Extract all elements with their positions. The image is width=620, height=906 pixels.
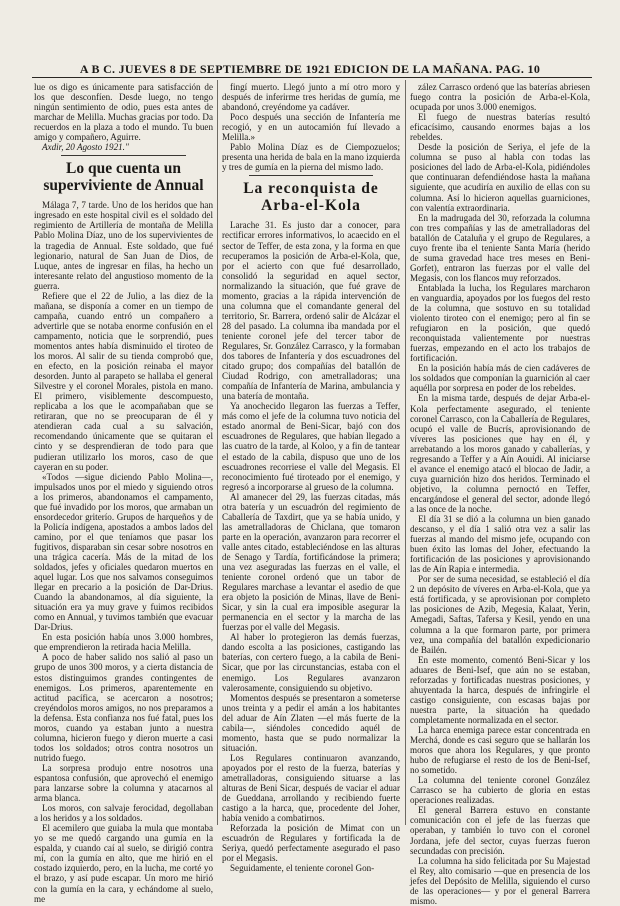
paragraph: La columna del teniente coronel González Carrasco se ha cubierto de gloria en estas operaciones realizadas. bbox=[410, 775, 590, 806]
paragraph: En la misma tarde, después de dejar Arba-el-Kola perfectamente asegurado, el teniente coronel Carrasco, con la Caballería de Regulares, ocupó el valle de Bucrís, aprovisionando de víveres las posiciones que hay en él, y arrebatando a los moros ganado y caballerías, y regresando a Teffer y a Aín Aouidi. Al iniciarse el avance el enemigo atacó el blocao de Jadir, a cuya guarnición hizo dos heridos. Terminado el objetivo, la columna pernoctó en Teffer, encargándose el general del sector, adonde llegó a las once de la noche. bbox=[410, 393, 590, 514]
paragraph: Reforzada la posición de Mimat con un escuadrón de Regulares y fortificada la de Seriya, quedó perfectamente asegurado el paso por el Megasis. bbox=[222, 823, 400, 864]
paragraph: La sorpresa produjo entre nosotros una espantosa confusión, que aprovechó el enemigo para lanzarse sobre la columna y atacarnos al arma blanca. bbox=[34, 762, 213, 804]
paragraph: En esta posición había unos 3.000 hombres, que emprendieron la retirada hacia Melilla. bbox=[34, 632, 213, 653]
paragraph: En la madrugada del 30, reforzada la columna con tres compañías y las de ametralladoras del batallón de Cataluña y el grupo de Regulares, a cuyo frente iba el teniente Santa María (herido de suma gravedad hace tres meses en Beni-Gorfet), entraron las fuerzas por el valle del Megasis, con los flancos muy reforzados. bbox=[410, 212, 590, 283]
paragraph: Ya anochecido llegaron las fuerzas a Teffer, más como el jefe de la columna tuvo noticia del estado anormal de Beni-Sicar, bajó con dos escuadrones de Regulares, que habían llegado a las cuatro de la tarde, al Koloo, y a fin de tantear el estado de la cabila, dispuso que uno de los escuadrones recorriese el valle del Megasis. El reconocimiento fué tiroteado por el enemigo, y regresó a incorporarse al grueso de la columna. bbox=[222, 401, 400, 492]
dateline: Axdir, 20 Agosto 1921." bbox=[42, 142, 129, 153]
page-header: A B C. JUEVES 8 DE SEPTIEMBRE DE 1921 EDICION DE LA MAÑANA. PAG. 10 bbox=[79, 62, 541, 76]
paragraph: El general Barrera estuvo en constante comunicación con el jefe de las fuerzas que operaban, y también lo tuvo con el coronel Jordana, jefe del sector, cuyas fuerzas fueron secundadas con precisión. bbox=[410, 805, 590, 856]
paragraph: Al amanecer del 29, las fuerzas citadas, más otra batería y un escuadrón del regimiento de Caballería de Taxdirt, que ya se había unido, y las ametralladoras de Chiclana, que tomaron parte en la operación, avanzaron para recorrer el valle antes citado, estableciéndose en las alturas de Senago y Tardía, fortificándose la primera; una vez aseguradas las fuerzas en el valle, el teniente coronel ordenó que un tabor de Regulares marchase a levantar el asedio de que era objeto la posición de Minas, llave de Beni-Sicar, y sin la cual era imposible asegurar la permanencia en el sector y la marcha de las fuerzas por el valle del Megasis. bbox=[222, 491, 400, 633]
paragraph: Desde la posición de Seriya, el jefe de la columna se puso al habla con todas las posiciones del lado de Arba-el-Kola, pidiéndoles que continuaran defendiéndose hasta la mañana siguiente, que acudiría en auxilio de ellas con su columna. Así lo hicieron aquellas guarniciones, con valentía extraordinaria. bbox=[410, 142, 590, 213]
paragraph: El acemilero que guiaba la mula que montaba yo se me quedó cargando una gumía en la espalda, y cuando caí al suelo, se dirigió contra mí, con la gumía en alto, que me hirió en el costado izquierdo, pero, en la lucha, me corté yo el brazo, y así pude escapar. Un moro me hirió con la gumía en la cara, y echándome al suelo, me bbox=[34, 823, 213, 904]
paragraph: Seguidamente, el teniente coronel Gon- bbox=[230, 863, 375, 874]
paragraph: Por ser de suma necesidad, se estableció el día 2 un depósito de víveres en Arba-el-Kola, que ya está fortificada, y se aprovisionan por completo las posiciones de Azib, Megesia, Kalaat, Yerin, Amegadi, Saftas, Tafersa y Kesil, yendo en una columna a la que formaron parte, por primera vez, una compañía del batallón expedicionario de Bailén. bbox=[410, 574, 590, 655]
separator bbox=[249, 175, 374, 176]
paragraph: La columna ha sido felicitada por Su Majestad el Rey, alto comisario —que en presencia de los jefes del Depósito de Melilla, siguiendo el curso de las operaciones— y por el general Barrera mismo. bbox=[410, 855, 590, 906]
paragraph: Larache 31. Es justo dar a conocer, para rectificar errores informativos, lo acaecido en el sector de Teffer, de esta zona, y la forma en que recuperamos la posición de Arba-el-Kola, que, por el acierto con que fué desarrollado, consolidó la seguridad en aquel sector, normalizando la situación, que fué grave de momento, gracias a la rápida intervención de una columna que el comandante general del territorio, Sr. Barrera, ordenó salir de Alcázar el 28 del pasado. La columna iba mandada por el teniente coronel jefe del tercer tabor de Regulares, Sr. González Carrasco, y la formaban dos tabores de Infantería y dos escuadrones del citado grupo; dos compañías del batallón de Ciudad Rodrigo, con ametralladoras; una compañía de Infantería de Marina, ambulancia y una batería de montaña. bbox=[222, 220, 400, 402]
paragraph: Los Regulares continuaron avanzando, apoyados por el resto de la fuerza, baterías y ametralladoras, consiguiendo situarse a las alturas de Beni Sicar, después de vaciar el aduar de Gueddana, arrollando y recibiendo fuerte castigo a la harca, que, procedente del Joher, había venido a combatirnos. bbox=[222, 752, 400, 824]
paragraph: Momentos después se presentaron a someterse unos treinta y a pedir el amán a los habitantes del aduar de Aín Zlaten —el más fuerte de la cabila—, siéndoles concedido aquél de momento, hasta que se pudo normalizar la situación. bbox=[222, 692, 400, 753]
paragraph: El día 31 se dió a la columna un bien ganado descanso, y el día 1 salió otra vez a salir las fuerzas al mando del mismo jefe, ocupando con buen éxito las lomas del Joher, efectuando la fortificación de las posiciones y aprovisionando las de Aín Rapia e intermedia. bbox=[410, 514, 590, 575]
paragraph: El fuego de nuestras baterías resultó eficacísimo, causando enormes bajas a los rebeldes. bbox=[410, 112, 590, 143]
separator bbox=[61, 155, 186, 156]
paragraph: La harca enemiga parece estar concentrada en Merchá, donde es casi seguro que se hallarán los moros que ahora los Regulares, y que pronto hubo de refugiarse el resto de los de Beni-Isef, no sometido. bbox=[410, 725, 590, 776]
paragraph: «Todos —sigue diciendo Pablo Molina—, impulsados unos por el miedo y siguiendo otros a los primeros, abandonamos el campamento, que fué invadido por los moros, que armaban un ensordecedor griterío. Grupos de harqueños y de la Policía indígena, apostados a ambos lados del camino, por el que teníamos que pasar los fugitivos, disparaban sin cesar sobre nosotros en una trágica cacería. Más de la mitad de los soldados, jefes y oficiales quedaron muertos en aquel lugar. Los que nos salvamos conseguimos llegar en precario a la posición de Dar-Drius. Cuando la abandonamos, al día siguiente, la situación era ya muy grave y fuimos recibidos como en Annual, y tuvimos también que evacuar Dar-Drius. bbox=[34, 471, 213, 633]
column-divider-left bbox=[217, 80, 218, 825]
column-divider-right bbox=[405, 80, 406, 825]
paragraph: Al haber lo protegieron las demás fuerzas, dando escolta a las posiciones, castigando las baterías, con certero fuego, a la cabila de Beni-Sicar, que por las circunstancias, estaba con el enemigo. Los Regulares avanzaron valerosamente, consiguiendo su objetivo. bbox=[222, 632, 400, 693]
column-2 bbox=[222, 82, 400, 874]
paragraph: A poco de haber salido nos salió al paso un grupo de unos 300 moros, y a cierta distancia de estos distinguimos grandes contingentes de enemigos. Los primeros, aparentemente en actitud pacífica, se acercaron a nosotros; creyéndolos moros amigos, no nos preparamos a la defensa. Esta confianza nos fué fatal, pues los moros, cuando ya estaban junto a nuestra columna, hicieron fuego y dieron muerte a casi todos los soldados; otros contra nosotros un nutrido fuego. bbox=[34, 652, 213, 763]
paragraph: Poco después una sección de Infantería me recogió, y en un autocamión fuí llevado a Melilla.» bbox=[222, 112, 400, 143]
paragraph: Los moros, con salvaje ferocidad, degollaban a los heridos y a los soldados. bbox=[34, 803, 213, 824]
paragraph: zález Carrasco ordenó que las baterías abriesen fuego contra la posición de Arba-el-Kola, ocupada por unos 3.000 enemigos. bbox=[410, 82, 590, 113]
paragraph: Refiere que el 22 de Julio, a las diez de la mañana, se disponía a comer en un tiempo de campaña, cuando entró un compañero a advertirle que se notaba enorme confusión en el campamento, noticia que le sorprendió, pues momentos antes había disminuido el tiroteo de los moros. Al salir de su tienda comprobó que, en efecto, en la posición reinaba el mayor desorden. Junto al parapeto se hallaba el general Silvestre y el coronel Morales, pistola en mano. El primero, visiblemente descompuesto, replicaba a los que le acompañaban que se retiraran, que no se preocuparan de él y atendieran cada cual a su salvación, recomendando únicamente que se quitaran el cinto y se desprendieran de todo para que pudieran utilizarlo los moros, caso de que cayeran en su poder. bbox=[34, 290, 213, 472]
paragraph: Entablada la lucha, los Regulares marcharon en vanguardia, apoyados por los fuegos del resto de la columna, que sostuvo en su totalidad violento tiroteo con el enemigo; pero al fin se refugiaron en la posición, que quedó reconquistada valientemente por nuestras fuerzas, empezando en el acto los trabajos de fortificación. bbox=[410, 282, 590, 364]
paragraph: Málaga 7, 7 tarde. Uno de los heridos que han ingresado en este hospital civil es el soldado del regimiento de Artillería de montaña de Melilla Pablo Molina Díaz, uno de los supervivientes de la tragedia de Annual. Este soldado, que fué legionario, natural de San Juan de Dios, de Luque, antes de ingresar en filas, ha hecho un interesante relato del angustioso momento de la guerra. bbox=[34, 200, 213, 291]
paragraph: En este momento, comentó Beni-Sicar y los aduares de Beni-Isef, que aún no se estaban, reforzadas y fortificadas nuestras posiciones, y ahuyentada la harca, después de infringirle el castigo consiguiente, con escasas bajas por nuestra parte, la situación ha quedado completamente normalizada en el sector. bbox=[410, 654, 590, 725]
paragraph: En la posición había más de cien cadáveres de los soldados que componían la guarnición al caer aquélla por sorpresa en poder de los rebeldes. bbox=[410, 363, 590, 394]
paragraph: Pablo Molina Díaz es de Ciempozuelos; presenta una herida de bala en la mano izquierda y tres de gumía en la pierna del mismo lado. bbox=[222, 142, 400, 173]
paragraph: fingí muerto. Llegó junto a mí otro moro y después de inferirme tres heridas de gumía, me abandonó, creyéndome ya cadáver. bbox=[222, 82, 400, 113]
column-1 bbox=[34, 82, 213, 904]
header-rule bbox=[32, 77, 592, 78]
article-title-arba-el-kola: La reconquista de Arba-el-Kola bbox=[243, 180, 379, 215]
column-3 bbox=[410, 82, 590, 906]
article-continuation: lue os digo es únicamente para satisfacción de los que desconfíen. Desde luego, no tengo ningún sentimiento de odio, pues esta antes de marchar de Melilla. Muchas gracias por todo. Da recuerdos en la plaza a todo el mundo. Tu buen amigo y compañero, Aguirre. bbox=[34, 82, 213, 143]
article-title-annual: Lo que cuenta un superviviente de Annual bbox=[43, 160, 204, 195]
